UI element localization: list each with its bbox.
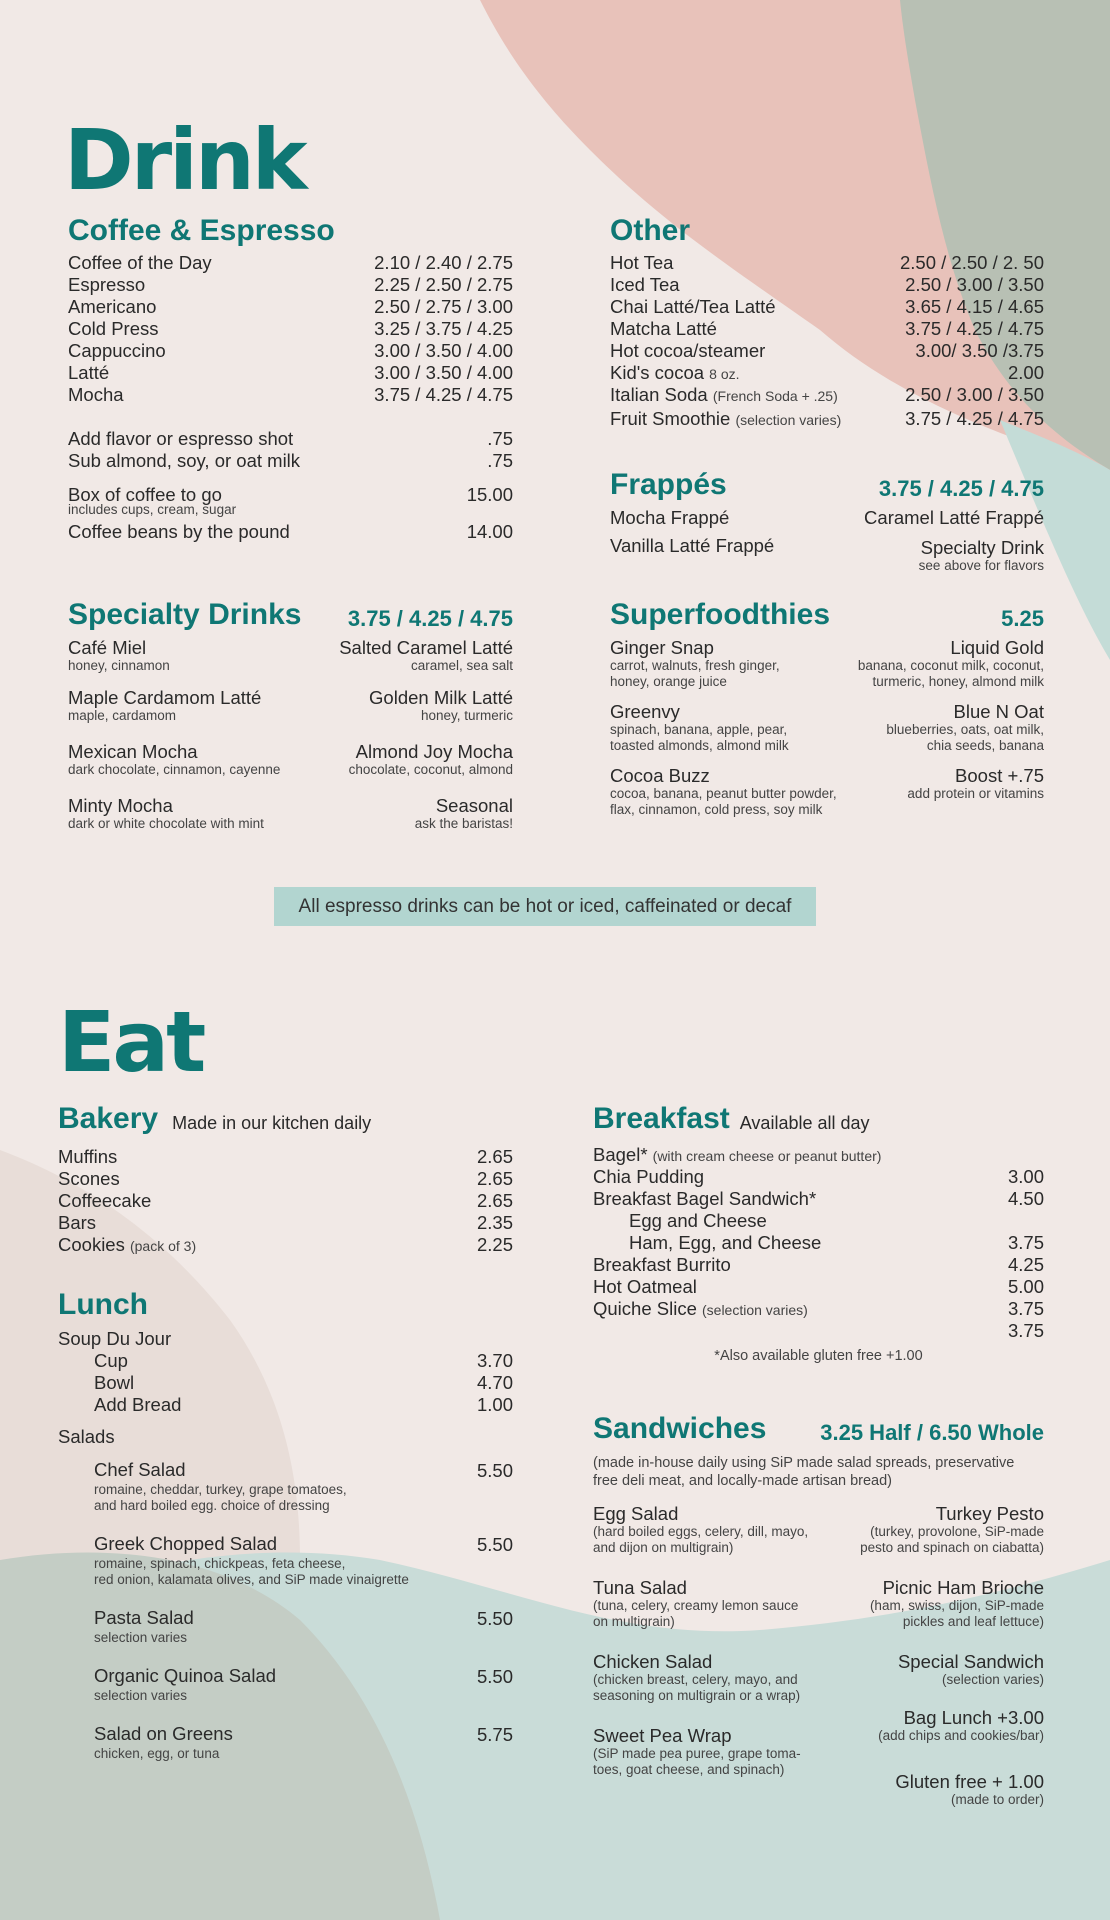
menu-item xyxy=(593,1298,1044,1320)
drink-heading: Drink xyxy=(64,111,305,209)
item-name: Box of coffee to go xyxy=(68,484,222,505)
item-desc: (turkey, provolone, SiP-made xyxy=(870,1524,1044,1539)
item-price: 5.75 xyxy=(476,1724,513,1745)
item-note: (with cream cheese or peanut butter) xyxy=(652,1148,882,1164)
item-name: Liquid Gold xyxy=(950,637,1044,658)
item-name: Coffee of the Day xyxy=(68,252,212,273)
item-name: Hot cocoa/steamer xyxy=(610,340,766,361)
superfoodthies-section xyxy=(610,600,1044,818)
item-desc: (hard boiled eggs, celery, dill, mayo, xyxy=(593,1524,809,1539)
item-desc: romaine, cheddar, turkey, grape tomatoes, xyxy=(94,1482,347,1497)
menu-item xyxy=(68,362,513,384)
superfoodthies-price: 5.25 xyxy=(1001,606,1044,631)
menu-item xyxy=(593,1232,1044,1254)
item-price: 2.65 xyxy=(476,1168,513,1189)
item-name: Mocha xyxy=(68,384,124,405)
item-desc: pesto and spinach on ciabatta) xyxy=(860,1540,1044,1555)
soup-label xyxy=(58,1328,513,1350)
menu-item xyxy=(68,450,513,472)
item-note: (French Soda + .25) xyxy=(712,388,838,404)
item-name: Caramel Latté Frappé xyxy=(864,507,1044,528)
item-price: 4.50 xyxy=(1007,1188,1044,1209)
bakery-section xyxy=(58,1104,513,1256)
item-desc: cocoa, banana, peanut butter powder, xyxy=(610,786,837,801)
item-desc: honey, turmeric xyxy=(420,708,513,723)
espresso-banner: All espresso drinks can be hot or iced, caffeinated or decaf xyxy=(274,887,816,926)
item-desc: chicken, egg, or tuna xyxy=(94,1746,220,1761)
other-list xyxy=(610,252,1044,430)
item-desc: spinach, banana, apple, pear, xyxy=(610,722,788,737)
menu-item xyxy=(610,296,1044,318)
item-price: 1.00 xyxy=(476,1394,513,1415)
item-desc: and dijon on multigrain) xyxy=(593,1540,734,1555)
lunch-title: Lunch xyxy=(58,1288,148,1321)
item-name: Salads xyxy=(58,1426,115,1447)
item-desc: dark or white chocolate with mint xyxy=(68,816,264,831)
menu-item xyxy=(94,1608,513,1630)
item-price: 2.25 xyxy=(476,1234,513,1255)
menu-item xyxy=(94,1534,513,1556)
frappes-title: Frappés xyxy=(610,468,727,501)
item-name: Kid's cocoa xyxy=(610,362,705,383)
lunch-list xyxy=(58,1328,513,1448)
menu-item xyxy=(610,274,1044,296)
item-name: Sub almond, soy, or oat milk xyxy=(68,450,301,471)
item-name: Greenvy xyxy=(610,701,680,722)
menu-item xyxy=(58,1212,513,1234)
menu-item xyxy=(58,1146,513,1168)
item-name: Cold Press xyxy=(68,318,159,339)
item-name: Bowl xyxy=(94,1372,135,1393)
breakfast-section xyxy=(593,1104,1044,1364)
item-price: 3.75 xyxy=(1007,1320,1044,1341)
item-desc: on multigrain) xyxy=(593,1614,675,1629)
item-name: Latté xyxy=(68,362,110,383)
item-price: .75 xyxy=(487,450,513,471)
item-name: Chia Pudding xyxy=(593,1166,705,1187)
salads-list xyxy=(58,1460,513,1762)
item-desc: see above for flavors xyxy=(918,558,1044,573)
coffee-section xyxy=(68,216,513,543)
item-price: 5.00 xyxy=(1007,1276,1044,1297)
menu-item xyxy=(593,1254,1044,1276)
lunch-section xyxy=(58,1290,513,1762)
menu-item xyxy=(610,362,1044,384)
item-desc: ask the baristas! xyxy=(414,816,513,831)
menu-item xyxy=(58,1372,513,1394)
menu-item xyxy=(94,1666,513,1688)
item-name: Ginger Snap xyxy=(610,637,714,658)
item-name: Quiche Slice xyxy=(593,1298,697,1319)
item-name: Matcha Latté xyxy=(610,318,717,339)
item-name: Scones xyxy=(58,1168,120,1189)
sandwiches-title: Sandwiches xyxy=(593,1412,767,1445)
item-name: Espresso xyxy=(68,274,146,295)
menu-item xyxy=(610,384,1044,406)
item-desc: (selection varies) xyxy=(941,1672,1044,1687)
item-price: 3.00 xyxy=(1007,1166,1044,1187)
item-desc: banana, coconut milk, coconut, xyxy=(857,658,1044,673)
item-desc: toasted almonds, almond milk xyxy=(610,738,789,753)
item-name: Bagel* xyxy=(593,1144,648,1165)
item-name: Breakfast Burrito xyxy=(593,1254,731,1275)
item-price: 3.75 / 4.25 / 4.75 xyxy=(374,384,513,405)
item-price: 5.50 xyxy=(476,1534,513,1555)
item-name: Boost +.75 xyxy=(955,765,1044,786)
frappe-right xyxy=(864,508,1044,574)
sandwiches-left xyxy=(593,1504,808,1808)
menu-item xyxy=(68,274,513,296)
superfoodthies-right xyxy=(858,638,1044,818)
item-price: 2.65 xyxy=(476,1190,513,1211)
item-price: 2.35 xyxy=(476,1212,513,1233)
frappe-left xyxy=(610,508,774,574)
sandwiches-right xyxy=(860,1504,1044,1808)
item-name: Salted Caramel Latté xyxy=(339,637,513,658)
sandwiches-intro: (made in-house daily using SiP made salad spreads, preservative xyxy=(593,1455,1015,1471)
item-price: .75 xyxy=(487,428,513,449)
item-name: Tuna Salad xyxy=(593,1577,687,1598)
eat-heading: Eat xyxy=(58,993,204,1091)
specialty-right xyxy=(339,638,513,832)
item-desc: (ham, swiss, dijon, SiP-made xyxy=(869,1598,1044,1613)
item-price: 3.00 / 3.50 / 4.00 xyxy=(374,362,513,383)
superfoodthies-left xyxy=(610,638,837,818)
item-name: Cookies xyxy=(58,1234,125,1255)
specialty-price: 3.75 / 4.25 / 4.75 xyxy=(347,606,513,631)
item-price: 3.75 / 4.25 / 4.75 xyxy=(905,408,1044,429)
item-name: Egg Salad xyxy=(593,1503,679,1524)
item-desc: seasoning on multigrain or a wrap) xyxy=(593,1688,801,1703)
item-name: Americano xyxy=(68,296,157,317)
item-desc: turmeric, honey, almond milk xyxy=(872,674,1044,689)
item-price: 2.65 xyxy=(476,1146,513,1167)
item-name: Mocha Frappé xyxy=(610,507,730,528)
sandwiches-section xyxy=(593,1414,1044,1808)
salads-label xyxy=(58,1426,513,1448)
item-note: 8 oz. xyxy=(709,366,740,382)
item-desc: chocolate, coconut, almond xyxy=(348,762,513,777)
frappes-price: 3.75 / 4.25 / 4.75 xyxy=(878,476,1044,501)
item-desc: selection varies xyxy=(94,1630,188,1645)
specialty-section xyxy=(68,600,513,832)
other-title: Other xyxy=(610,214,691,247)
item-note: (selection varies) xyxy=(702,1302,808,1318)
item-name: Add Bread xyxy=(94,1394,182,1415)
item-name: Hot Tea xyxy=(610,252,674,273)
item-price: 5.50 xyxy=(476,1460,513,1481)
menu-item xyxy=(68,521,513,543)
item-desc: add protein or vitamins xyxy=(907,786,1044,801)
item-desc: caramel, sea salt xyxy=(410,658,513,673)
item-desc: flax, cinnamon, cold press, soy milk xyxy=(610,802,823,817)
item-name: Muffins xyxy=(58,1146,118,1167)
item-desc: (tuna, celery, creamy lemon sauce xyxy=(593,1598,799,1613)
item-price: 2.50 / 3.00 / 3.50 xyxy=(905,274,1044,295)
coffee-title: Coffee & Espresso xyxy=(68,214,335,247)
specialty-left xyxy=(68,638,280,832)
item-name: Hot Oatmeal xyxy=(593,1276,697,1297)
item-name: Iced Tea xyxy=(610,274,680,295)
item-price: 2.50 / 2.50 / 2. 50 xyxy=(900,252,1044,273)
item-desc: red onion, kalamata olives, and SiP made vinaigrette xyxy=(94,1572,409,1587)
item-desc: pickles and leaf lettuce) xyxy=(902,1614,1044,1629)
item-name: Fruit Smoothie xyxy=(610,408,731,429)
bakery-subtitle: Made in our kitchen daily xyxy=(172,1113,372,1133)
item-name: Chef Salad xyxy=(94,1459,186,1480)
sandwiches-price: 3.25 Half / 6.50 Whole xyxy=(820,1420,1044,1445)
item-price: 3.75 / 4.25 / 4.75 xyxy=(905,318,1044,339)
item-desc: carrot, walnuts, fresh ginger, xyxy=(610,658,780,673)
item-name: Cocoa Buzz xyxy=(610,765,710,786)
menu-item xyxy=(593,1166,1044,1188)
menu-item xyxy=(94,1724,513,1746)
menu-item xyxy=(58,1350,513,1372)
menu-item xyxy=(68,428,513,450)
specialty-title: Specialty Drinks xyxy=(68,598,302,631)
item-name: Picnic Ham Brioche xyxy=(882,1577,1044,1598)
item-name: Golden Milk Latté xyxy=(369,687,513,708)
item-name: Vanilla Latté Frappé xyxy=(610,535,775,556)
menu-item xyxy=(68,340,513,362)
item-name: Egg and Cheese xyxy=(629,1210,767,1231)
breakfast-subtitle: Available all day xyxy=(739,1113,870,1133)
item-price: 2.25 / 2.50 / 2.75 xyxy=(374,274,513,295)
item-price: 5.50 xyxy=(476,1608,513,1629)
item-name: Italian Soda xyxy=(610,384,708,405)
item-name: Bars xyxy=(58,1212,97,1233)
item-price: 4.25 xyxy=(1007,1254,1044,1275)
menu-item xyxy=(68,384,513,406)
item-price: 3.75 xyxy=(1007,1298,1044,1319)
item-name: Cappuccino xyxy=(68,340,166,361)
breakfast-list xyxy=(593,1144,1044,1342)
item-name: Coffeecake xyxy=(58,1190,152,1211)
item-name: Chicken Salad xyxy=(593,1651,713,1672)
item-name: Maple Cardamom Latté xyxy=(68,687,262,708)
menu-item xyxy=(58,1190,513,1212)
frappes-section xyxy=(610,470,1044,574)
item-price: 3.00/ 3.50 /3.75 xyxy=(915,340,1044,361)
item-price: 2.10 / 2.40 / 2.75 xyxy=(374,252,513,273)
menu-item xyxy=(68,296,513,318)
item-price: 4.70 xyxy=(476,1372,513,1393)
item-desc: toes, goat cheese, and spinach) xyxy=(593,1762,785,1777)
menu-item xyxy=(610,252,1044,274)
item-price: 3.00 / 3.50 / 4.00 xyxy=(374,340,513,361)
item-name: Almond Joy Mocha xyxy=(355,741,513,762)
item-desc: honey, orange juice xyxy=(610,674,727,689)
item-desc: romaine, spinach, chickpeas, feta cheese, xyxy=(94,1556,346,1571)
item-name: Greek Chopped Salad xyxy=(94,1533,278,1554)
item-desc: (SiP made pea puree, grape toma- xyxy=(593,1746,801,1761)
item-price: 3.65 / 4.15 / 4.65 xyxy=(905,296,1044,317)
item-price: 2.00 xyxy=(1007,362,1044,383)
coffee-list xyxy=(68,252,513,543)
item-price: 2.50 / 3.00 / 3.50 xyxy=(905,384,1044,405)
item-note: (selection varies) xyxy=(735,412,842,428)
item-name: Seasonal xyxy=(435,795,513,816)
menu-item xyxy=(593,1144,1044,1166)
menu-item xyxy=(593,1320,1044,1342)
menu-item xyxy=(58,1168,513,1190)
item-name: Cup xyxy=(94,1350,128,1371)
sandwiches-intro: free deli meat, and locally-made artisan bread) xyxy=(593,1473,893,1489)
menu-item xyxy=(68,318,513,340)
item-name: Soup Du Jour xyxy=(58,1328,172,1349)
menu-item xyxy=(58,1394,513,1416)
bakery-list xyxy=(58,1146,513,1256)
menu-item xyxy=(68,252,513,274)
superfoodthies-title: Superfoodthies xyxy=(610,598,831,631)
item-desc: blueberries, oats, oat milk, xyxy=(886,722,1044,737)
item-name: Breakfast Bagel Sandwich* xyxy=(593,1188,817,1209)
bakery-title: Bakery xyxy=(58,1102,159,1135)
menu-item xyxy=(610,408,1044,430)
item-desc: (made to order) xyxy=(950,1792,1044,1807)
item-price: 2.50 / 2.75 / 3.00 xyxy=(374,296,513,317)
item-price: 14.00 xyxy=(466,521,513,542)
item-note: includes cups, cream, sugar xyxy=(68,502,237,517)
menu-item xyxy=(610,318,1044,340)
menu-item xyxy=(593,1276,1044,1298)
item-name: Special Sandwich xyxy=(897,1651,1044,1672)
item-desc: chia seeds, banana xyxy=(926,738,1044,753)
other-section xyxy=(610,216,1044,430)
menu-item xyxy=(58,1234,513,1256)
item-desc: (chicken breast, celery, mayo, and xyxy=(593,1672,798,1687)
item-name: Coffee beans by the pound xyxy=(68,521,290,542)
item-desc: (add chips and cookies/bar) xyxy=(878,1728,1044,1743)
item-name: Sweet Pea Wrap xyxy=(593,1725,732,1746)
item-name: Salad on Greens xyxy=(94,1723,233,1744)
item-price: 5.50 xyxy=(476,1666,513,1687)
item-desc: maple, cardamom xyxy=(68,708,177,723)
menu-item xyxy=(593,1210,1044,1232)
item-name: Café Miel xyxy=(68,637,147,658)
item-price: 3.70 xyxy=(476,1350,513,1371)
item-desc: and hard boiled egg. choice of dressing xyxy=(94,1498,330,1513)
item-price: 3.25 / 3.75 / 4.25 xyxy=(374,318,513,339)
menu-item xyxy=(610,340,1044,362)
item-desc: selection varies xyxy=(94,1688,188,1703)
item-name: Blue N Oat xyxy=(953,701,1044,722)
item-name: Pasta Salad xyxy=(94,1607,194,1628)
item-name: Add flavor or espresso shot xyxy=(68,428,294,449)
item-name: Mexican Mocha xyxy=(68,741,198,762)
item-name: Organic Quinoa Salad xyxy=(94,1665,277,1686)
item-desc: honey, cinnamon xyxy=(68,658,170,673)
breakfast-footnote: *Also available gluten free +1.00 xyxy=(714,1348,923,1364)
item-desc: dark chocolate, cinnamon, cayenne xyxy=(68,762,281,777)
item-price: 15.00 xyxy=(466,484,513,505)
item-name: Ham, Egg, and Cheese xyxy=(629,1232,822,1253)
menu-item xyxy=(94,1460,513,1482)
item-note: (pack of 3) xyxy=(129,1238,197,1254)
item-name: Gluten free + 1.00 xyxy=(895,1771,1044,1792)
item-name: Bag Lunch +3.00 xyxy=(903,1707,1044,1728)
item-price: 3.75 xyxy=(1007,1232,1044,1253)
breakfast-title: Breakfast xyxy=(593,1102,730,1135)
menu-item xyxy=(593,1188,1044,1210)
item-name: Chai Latté/Tea Latté xyxy=(610,296,776,317)
item-name: Specialty Drink xyxy=(920,537,1044,558)
item-name: Minty Mocha xyxy=(68,795,173,816)
item-name: Turkey Pesto xyxy=(935,1503,1044,1524)
